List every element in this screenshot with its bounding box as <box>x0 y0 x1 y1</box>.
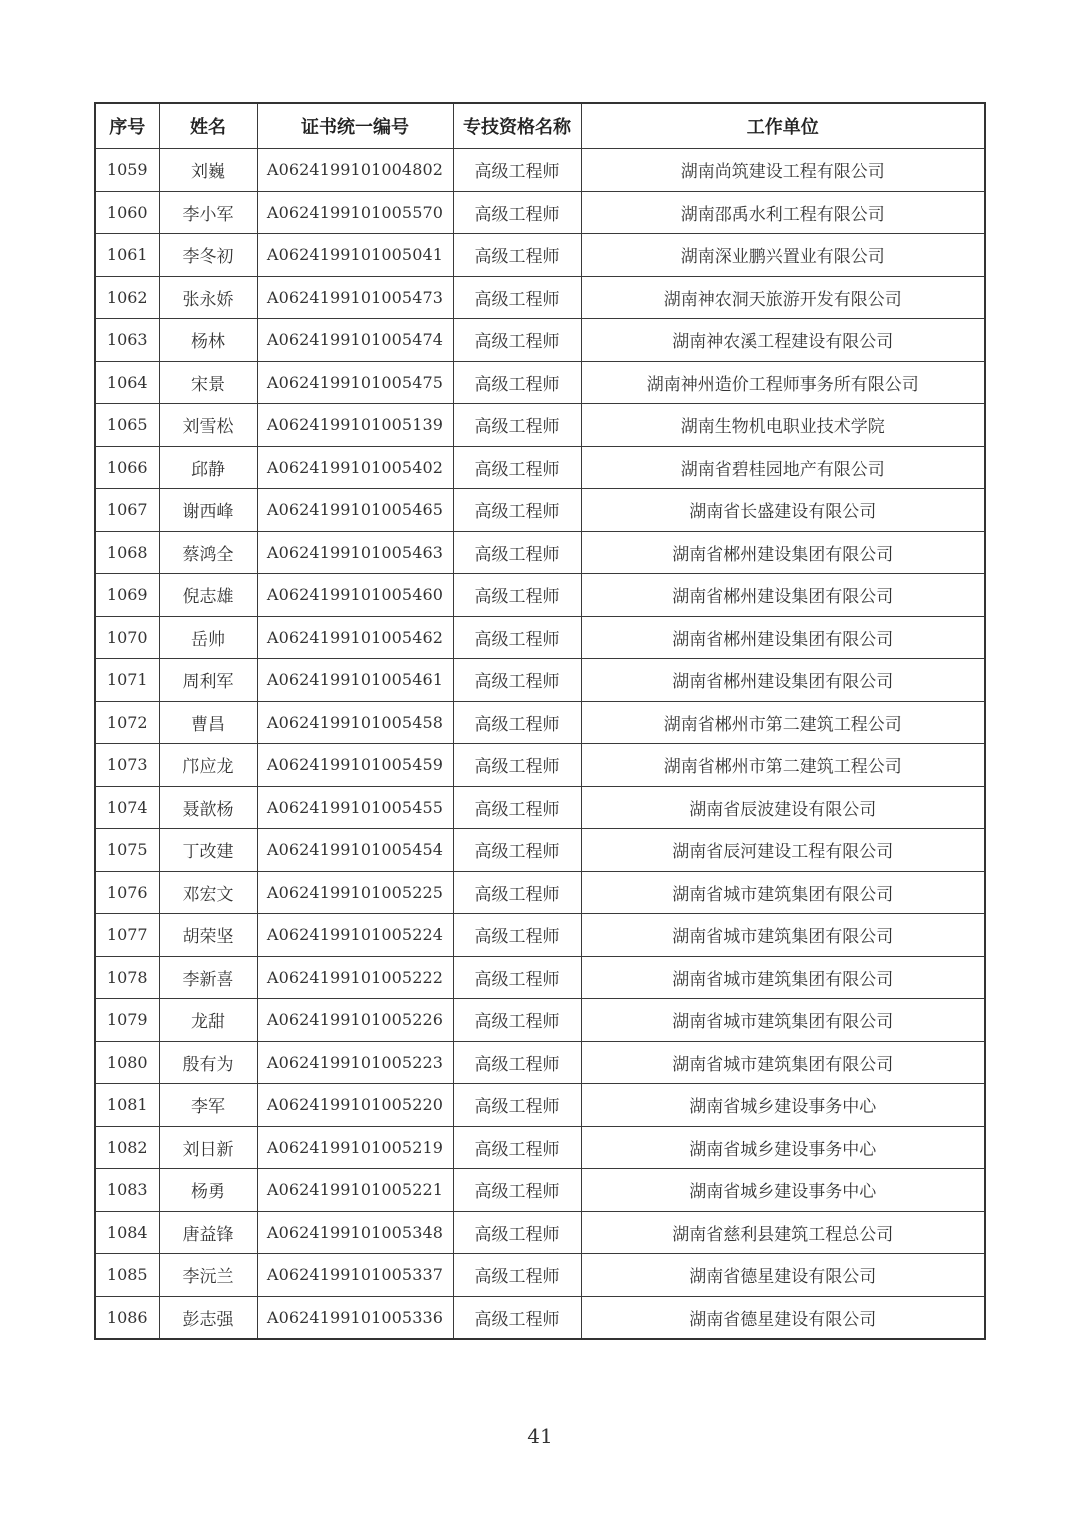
cell-qual: 高级工程师 <box>453 319 581 362</box>
table-row <box>95 914 985 957</box>
cell-qual: 高级工程师 <box>453 489 581 532</box>
cell-cert: A0624199101004802 <box>257 149 453 192</box>
table-row <box>95 319 985 362</box>
cell-unit: 湖南神农溪工程建设有限公司 <box>581 319 985 362</box>
cell-cert: A0624199101005223 <box>257 1041 453 1084</box>
table-row <box>95 1126 985 1169</box>
cell-seq: 1082 <box>95 1126 159 1169</box>
cell-seq: 1064 <box>95 361 159 404</box>
table-row <box>95 786 985 829</box>
cell-qual: 高级工程师 <box>453 1041 581 1084</box>
cell-unit: 湖南省郴州建设集团有限公司 <box>581 659 985 702</box>
cell-seq: 1075 <box>95 829 159 872</box>
cell-name: 刘巍 <box>159 149 257 192</box>
cell-qual: 高级工程师 <box>453 191 581 234</box>
cell-unit: 湖南省城乡建设事务中心 <box>581 1084 985 1127</box>
cell-name: 聂歆杨 <box>159 786 257 829</box>
cell-qual: 高级工程师 <box>453 446 581 489</box>
cell-seq: 1062 <box>95 276 159 319</box>
cell-qual: 高级工程师 <box>453 1211 581 1254</box>
cell-cert: A0624199101005224 <box>257 914 453 957</box>
table-row <box>95 191 985 234</box>
header-qual: 专技资格名称 <box>453 103 581 149</box>
cell-qual: 高级工程师 <box>453 914 581 957</box>
cell-cert: A0624199101005465 <box>257 489 453 532</box>
header-unit: 工作单位 <box>581 103 985 149</box>
cell-cert: A0624199101005222 <box>257 956 453 999</box>
cell-name: 宋景 <box>159 361 257 404</box>
cell-cert: A0624199101005458 <box>257 701 453 744</box>
page-number: 41 <box>527 1424 553 1448</box>
cell-cert: A0624199101005402 <box>257 446 453 489</box>
table-row <box>95 871 985 914</box>
cell-cert: A0624199101005475 <box>257 361 453 404</box>
cell-unit: 湖南省郴州市第二建筑工程公司 <box>581 701 985 744</box>
table-body <box>95 149 985 1340</box>
cell-unit: 湖南省郴州建设集团有限公司 <box>581 531 985 574</box>
cell-name: 李冬初 <box>159 234 257 277</box>
cell-name: 邝应龙 <box>159 744 257 787</box>
cell-seq: 1067 <box>95 489 159 532</box>
cell-cert: A0624199101005220 <box>257 1084 453 1127</box>
cell-unit: 湖南省辰波建设有限公司 <box>581 786 985 829</box>
table-row <box>95 829 985 872</box>
cell-qual: 高级工程师 <box>453 786 581 829</box>
cell-cert: A0624199101005219 <box>257 1126 453 1169</box>
cell-cert: A0624199101005225 <box>257 871 453 914</box>
table-row <box>95 489 985 532</box>
cell-cert: A0624199101005474 <box>257 319 453 362</box>
cell-cert: A0624199101005041 <box>257 234 453 277</box>
table-row <box>95 1084 985 1127</box>
cell-qual: 高级工程师 <box>453 531 581 574</box>
cell-name: 刘日新 <box>159 1126 257 1169</box>
cell-qual: 高级工程师 <box>453 871 581 914</box>
cell-seq: 1079 <box>95 999 159 1042</box>
cell-qual: 高级工程师 <box>453 404 581 447</box>
cell-cert: A0624199101005336 <box>257 1296 453 1339</box>
cell-seq: 1069 <box>95 574 159 617</box>
cell-qual: 高级工程师 <box>453 574 581 617</box>
table-row <box>95 1169 985 1212</box>
table-row <box>95 1041 985 1084</box>
table-row <box>95 574 985 617</box>
cell-name: 张永娇 <box>159 276 257 319</box>
table-row <box>95 956 985 999</box>
cell-qual: 高级工程师 <box>453 1084 581 1127</box>
cell-seq: 1083 <box>95 1169 159 1212</box>
table-row <box>95 276 985 319</box>
table-row <box>95 404 985 447</box>
cell-cert: A0624199101005459 <box>257 744 453 787</box>
cell-name: 周利军 <box>159 659 257 702</box>
cell-name: 李军 <box>159 1084 257 1127</box>
table-row <box>95 234 985 277</box>
cell-qual: 高级工程师 <box>453 1126 581 1169</box>
cell-qual: 高级工程师 <box>453 149 581 192</box>
table-row <box>95 999 985 1042</box>
cell-name: 岳帅 <box>159 616 257 659</box>
cell-cert: A0624199101005455 <box>257 786 453 829</box>
table-row <box>95 616 985 659</box>
cell-unit: 湖南省城市建筑集团有限公司 <box>581 914 985 957</box>
cell-seq: 1063 <box>95 319 159 362</box>
table-row <box>95 149 985 192</box>
cell-cert: A0624199101005348 <box>257 1211 453 1254</box>
cell-cert: A0624199101005461 <box>257 659 453 702</box>
table-row <box>95 744 985 787</box>
cell-name: 彭志强 <box>159 1296 257 1339</box>
cell-unit: 湖南神州造价工程师事务所有限公司 <box>581 361 985 404</box>
cell-seq: 1084 <box>95 1211 159 1254</box>
cell-unit: 湖南省慈利县建筑工程总公司 <box>581 1211 985 1254</box>
table-row <box>95 1254 985 1297</box>
cell-cert: A0624199101005463 <box>257 531 453 574</box>
cell-name: 杨林 <box>159 319 257 362</box>
cell-qual: 高级工程师 <box>453 1169 581 1212</box>
cell-cert: A0624199101005337 <box>257 1254 453 1297</box>
cell-unit: 湖南省碧桂园地产有限公司 <box>581 446 985 489</box>
cell-unit: 湖南省城市建筑集团有限公司 <box>581 999 985 1042</box>
table-row <box>95 531 985 574</box>
cell-unit: 湖南深业鹏兴置业有限公司 <box>581 234 985 277</box>
cell-unit: 湖南省城乡建设事务中心 <box>581 1169 985 1212</box>
cell-seq: 1086 <box>95 1296 159 1339</box>
cell-qual: 高级工程师 <box>453 659 581 702</box>
cell-seq: 1074 <box>95 786 159 829</box>
cell-qual: 高级工程师 <box>453 616 581 659</box>
cell-unit: 湖南省郴州建设集团有限公司 <box>581 616 985 659</box>
cell-seq: 1061 <box>95 234 159 277</box>
cell-unit: 湖南省德星建设有限公司 <box>581 1296 985 1339</box>
table-row <box>95 659 985 702</box>
cell-seq: 1078 <box>95 956 159 999</box>
cell-name: 刘雪松 <box>159 404 257 447</box>
cell-name: 邱静 <box>159 446 257 489</box>
cell-qual: 高级工程师 <box>453 829 581 872</box>
cell-name: 李新喜 <box>159 956 257 999</box>
cell-name: 李小军 <box>159 191 257 234</box>
cell-name: 李沅兰 <box>159 1254 257 1297</box>
cell-seq: 1068 <box>95 531 159 574</box>
cell-qual: 高级工程师 <box>453 276 581 319</box>
cell-unit: 湖南省郴州市第二建筑工程公司 <box>581 744 985 787</box>
cell-seq: 1059 <box>95 149 159 192</box>
cell-cert: A0624199101005454 <box>257 829 453 872</box>
cell-seq: 1077 <box>95 914 159 957</box>
cell-name: 曹昌 <box>159 701 257 744</box>
cell-unit: 湖南省德星建设有限公司 <box>581 1254 985 1297</box>
cell-name: 蔡鸿全 <box>159 531 257 574</box>
cell-name: 殷有为 <box>159 1041 257 1084</box>
cell-unit: 湖南生物机电职业技术学院 <box>581 404 985 447</box>
cell-name: 龙甜 <box>159 999 257 1042</box>
cell-cert: A0624199101005139 <box>257 404 453 447</box>
cell-unit: 湖南省辰河建设工程有限公司 <box>581 829 985 872</box>
cell-cert: A0624199101005221 <box>257 1169 453 1212</box>
cell-name: 杨勇 <box>159 1169 257 1212</box>
table-row <box>95 446 985 489</box>
cell-unit: 湖南省城市建筑集团有限公司 <box>581 871 985 914</box>
cell-seq: 1080 <box>95 1041 159 1084</box>
cell-seq: 1071 <box>95 659 159 702</box>
cell-cert: A0624199101005226 <box>257 999 453 1042</box>
cell-qual: 高级工程师 <box>453 956 581 999</box>
cell-name: 丁改建 <box>159 829 257 872</box>
cell-qual: 高级工程师 <box>453 1296 581 1339</box>
cell-seq: 1081 <box>95 1084 159 1127</box>
cell-unit: 湖南神农洞天旅游开发有限公司 <box>581 276 985 319</box>
personnel-table <box>94 102 986 1340</box>
header-name: 姓名 <box>159 103 257 149</box>
table-row <box>95 701 985 744</box>
cell-seq: 1065 <box>95 404 159 447</box>
cell-qual: 高级工程师 <box>453 1254 581 1297</box>
cell-cert: A0624199101005462 <box>257 616 453 659</box>
cell-unit: 湖南省城乡建设事务中心 <box>581 1126 985 1169</box>
cell-name: 唐益锋 <box>159 1211 257 1254</box>
cell-seq: 1060 <box>95 191 159 234</box>
header-seq: 序号 <box>95 103 159 149</box>
cell-unit: 湖南尚筑建设工程有限公司 <box>581 149 985 192</box>
cell-seq: 1072 <box>95 701 159 744</box>
table-header-row <box>95 103 985 149</box>
table-row <box>95 1211 985 1254</box>
cell-qual: 高级工程师 <box>453 701 581 744</box>
cell-seq: 1066 <box>95 446 159 489</box>
cell-cert: A0624199101005473 <box>257 276 453 319</box>
cell-unit: 湖南邵禹水利工程有限公司 <box>581 191 985 234</box>
cell-seq: 1073 <box>95 744 159 787</box>
cell-name: 谢西峰 <box>159 489 257 532</box>
cell-seq: 1085 <box>95 1254 159 1297</box>
header-cert: 证书统一编号 <box>257 103 453 149</box>
cell-cert: A0624199101005570 <box>257 191 453 234</box>
cell-unit: 湖南省郴州建设集团有限公司 <box>581 574 985 617</box>
cell-qual: 高级工程师 <box>453 234 581 277</box>
cell-name: 邓宏文 <box>159 871 257 914</box>
cell-seq: 1076 <box>95 871 159 914</box>
cell-qual: 高级工程师 <box>453 361 581 404</box>
cell-qual: 高级工程师 <box>453 744 581 787</box>
cell-name: 倪志雄 <box>159 574 257 617</box>
cell-seq: 1070 <box>95 616 159 659</box>
cell-unit: 湖南省城市建筑集团有限公司 <box>581 956 985 999</box>
table-row <box>95 1296 985 1339</box>
cell-qual: 高级工程师 <box>453 999 581 1042</box>
table-row <box>95 361 985 404</box>
cell-unit: 湖南省城市建筑集团有限公司 <box>581 1041 985 1084</box>
cell-unit: 湖南省长盛建设有限公司 <box>581 489 985 532</box>
cell-name: 胡荣坚 <box>159 914 257 957</box>
cell-cert: A0624199101005460 <box>257 574 453 617</box>
